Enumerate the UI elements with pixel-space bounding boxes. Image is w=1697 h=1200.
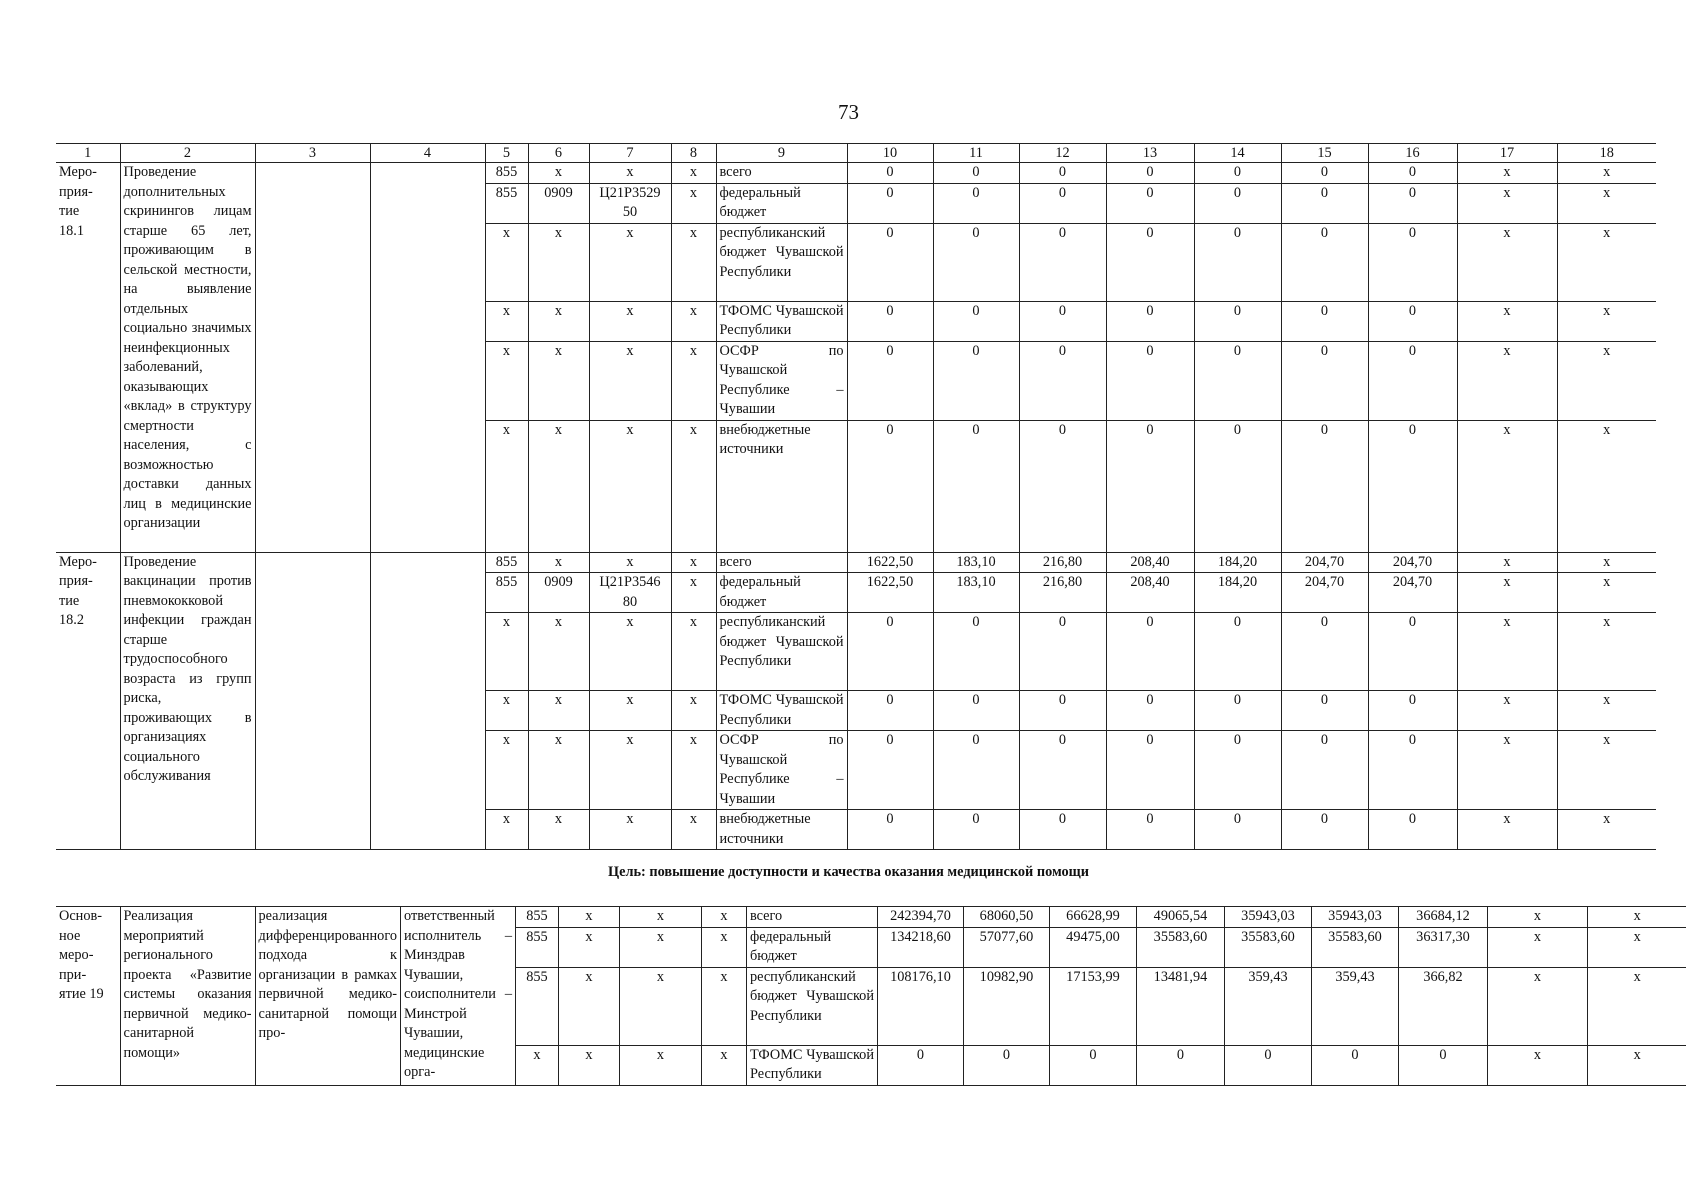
funding-source: всего: [746, 907, 877, 928]
funding-value: 0: [933, 731, 1019, 810]
funding-value: 0: [1106, 691, 1194, 731]
funding-value: 0: [1194, 341, 1281, 420]
value-col-18: x: [1557, 691, 1656, 731]
measure-number: Меро- прия- тие 18.1: [56, 163, 120, 553]
funding-value: 0: [1019, 691, 1106, 731]
funding-value: 0: [1281, 163, 1368, 184]
expense-type-code: x: [671, 163, 716, 184]
budget-table: [56, 143, 1656, 850]
column-header: 5: [485, 144, 528, 163]
funding-value: 0: [1281, 810, 1368, 850]
funding-value: 0: [1019, 420, 1106, 552]
value-col-18: x: [1557, 223, 1656, 301]
funding-value: 0: [847, 731, 933, 810]
value-col-18: x: [1557, 163, 1656, 184]
column-header: 14: [1194, 144, 1281, 163]
funding-value: 0: [933, 163, 1019, 184]
funding-value: 0: [933, 691, 1019, 731]
funding-value: 0: [1281, 731, 1368, 810]
funding-value: 0: [1281, 420, 1368, 552]
funding-value: 216,80: [1019, 573, 1106, 613]
target-article-code: x: [619, 907, 701, 928]
funding-value: 208,40: [1106, 573, 1194, 613]
target-article-code: x: [619, 927, 701, 967]
funding-value: 0: [933, 613, 1019, 691]
section-code: x: [528, 301, 589, 341]
funding-value: 0: [1194, 691, 1281, 731]
target-article-code: x: [589, 613, 671, 691]
column-header: 3: [255, 144, 370, 163]
funding-source: всего: [716, 163, 847, 184]
grbs-code: 855: [485, 163, 528, 184]
funding-value: 216,80: [1019, 552, 1106, 573]
funding-value: 35943,03: [1311, 907, 1398, 928]
funding-source: федеральный бюджет: [716, 573, 847, 613]
value-col-17: x: [1457, 420, 1557, 552]
measure-goal: [255, 163, 370, 553]
funding-value: 0: [1106, 341, 1194, 420]
funding-value: 108176,10: [877, 967, 963, 1045]
funding-value: 36684,12: [1398, 907, 1487, 928]
funding-value: 0: [1194, 301, 1281, 341]
funding-value: 0: [1281, 301, 1368, 341]
measure-name: Проведение дополнительных скринингов лицам старше 65 лет, проживающим в сельской местности, на выявление отдельных социально значимых неинфекционных заболеваний, оказывающих «вклад» в структуру смертности населения, с возможностью доставки данных лиц в медицинские организации: [120, 163, 255, 553]
target-article-code: x: [589, 810, 671, 850]
grbs-code: 855: [515, 967, 558, 1045]
funding-value: 0: [1106, 731, 1194, 810]
funding-source: ОСФР по Чувашской Республике – Чувашии: [716, 341, 847, 420]
funding-value: 0: [1136, 1045, 1224, 1085]
section-code: 0909: [528, 183, 589, 223]
funding-value: 0: [1398, 1045, 1487, 1085]
measure-number: Меро- прия- тие 18.2: [56, 552, 120, 850]
header-row: [56, 144, 1656, 163]
target-article-code: x: [589, 341, 671, 420]
target-article-code: Ц21Р3529 50: [589, 183, 671, 223]
section-code: x: [558, 967, 619, 1045]
funding-value: 0: [1368, 341, 1457, 420]
funding-value: 49475,00: [1049, 927, 1136, 967]
funding-value: 0: [963, 1045, 1049, 1085]
funding-value: 204,70: [1281, 573, 1368, 613]
column-header: 2: [120, 144, 255, 163]
funding-value: 134218,60: [877, 927, 963, 967]
funding-value: 0: [1194, 810, 1281, 850]
funding-value: 0: [1194, 223, 1281, 301]
value-col-17: x: [1457, 341, 1557, 420]
funding-value: 0: [1019, 163, 1106, 184]
budget-table-continued: [56, 906, 1686, 1086]
column-header: 11: [933, 144, 1019, 163]
target-article-code: x: [589, 731, 671, 810]
responsible-executor: [370, 552, 485, 850]
section-code: x: [558, 1045, 619, 1085]
funding-value: 0: [1194, 163, 1281, 184]
funding-value: 0: [847, 223, 933, 301]
grbs-code: x: [485, 420, 528, 552]
expense-type-code: x: [701, 927, 746, 967]
value-col-18: x: [1557, 183, 1656, 223]
expense-type-code: x: [671, 183, 716, 223]
expense-type-code: x: [671, 301, 716, 341]
funding-value: 0: [1106, 420, 1194, 552]
funding-value: 66628,99: [1049, 907, 1136, 928]
grbs-code: x: [515, 1045, 558, 1085]
value-col-18: x: [1557, 810, 1656, 850]
funding-value: 0: [1106, 163, 1194, 184]
section-code: x: [528, 613, 589, 691]
section-code: x: [528, 223, 589, 301]
funding-value: 35943,03: [1224, 907, 1311, 928]
target-article-code: Ц21Р3546 80: [589, 573, 671, 613]
value-col-17: x: [1457, 691, 1557, 731]
value-col-17: x: [1457, 552, 1557, 573]
value-col-18: x: [1557, 301, 1656, 341]
funding-value: 0: [1281, 341, 1368, 420]
funding-value: 366,82: [1398, 967, 1487, 1045]
measure-goal: [255, 552, 370, 850]
target-article-code: x: [619, 1045, 701, 1085]
funding-value: 35583,60: [1224, 927, 1311, 967]
responsible-executor: [370, 163, 485, 553]
goal-heading: Цель: повышение доступности и качества оказания медицинской помощи: [608, 864, 1089, 880]
column-header: 1: [56, 144, 120, 163]
grbs-code: x: [485, 613, 528, 691]
funding-value: 0: [1281, 183, 1368, 223]
table-row: [56, 163, 1656, 184]
expense-type-code: x: [671, 552, 716, 573]
column-header: 17: [1457, 144, 1557, 163]
funding-value: 359,43: [1311, 967, 1398, 1045]
funding-source: всего: [716, 552, 847, 573]
section-code: x: [528, 810, 589, 850]
funding-value: 184,20: [1194, 552, 1281, 573]
funding-value: 0: [1019, 613, 1106, 691]
section-code: x: [528, 552, 589, 573]
funding-value: 0: [933, 341, 1019, 420]
target-article-code: x: [589, 301, 671, 341]
funding-source: республиканский бюджет Чувашской Республики: [746, 967, 877, 1045]
column-header: 10: [847, 144, 933, 163]
value-col-18: x: [1557, 552, 1656, 573]
table-body: [56, 907, 1686, 1086]
funding-value: 0: [1106, 301, 1194, 341]
funding-value: 49065,54: [1136, 907, 1224, 928]
funding-value: 0: [933, 810, 1019, 850]
expense-type-code: x: [671, 691, 716, 731]
funding-value: 0: [847, 420, 933, 552]
funding-value: 0: [1368, 301, 1457, 341]
funding-source: внебюджетные источники: [716, 810, 847, 850]
funding-value: 0: [1281, 691, 1368, 731]
target-article-code: x: [589, 420, 671, 552]
funding-source: республиканский бюджет Чувашской Республики: [716, 613, 847, 691]
grbs-code: x: [485, 731, 528, 810]
table-row: [56, 907, 1686, 928]
expense-type-code: x: [701, 1045, 746, 1085]
expense-type-code: x: [671, 731, 716, 810]
expense-type-code: x: [671, 420, 716, 552]
target-article-code: x: [589, 552, 671, 573]
funding-value: 0: [1281, 613, 1368, 691]
funding-value: 35583,60: [1311, 927, 1398, 967]
target-article-code: x: [589, 163, 671, 184]
value-col-17: x: [1487, 1045, 1587, 1085]
grbs-code: x: [485, 301, 528, 341]
value-col-17: x: [1457, 731, 1557, 810]
funding-value: 0: [1224, 1045, 1311, 1085]
section-code: x: [558, 927, 619, 967]
expense-type-code: x: [701, 907, 746, 928]
section-code: 0909: [528, 573, 589, 613]
column-header: 15: [1281, 144, 1368, 163]
value-col-18: x: [1557, 731, 1656, 810]
funding-value: 0: [1368, 731, 1457, 810]
funding-value: 242394,70: [877, 907, 963, 928]
funding-value: 13481,94: [1136, 967, 1224, 1045]
funding-value: 0: [847, 691, 933, 731]
funding-value: 183,10: [933, 552, 1019, 573]
funding-value: 204,70: [1368, 573, 1457, 613]
value-col-18: x: [1587, 967, 1686, 1045]
funding-value: 0: [1019, 810, 1106, 850]
value-col-18: x: [1557, 420, 1656, 552]
column-header: 9: [716, 144, 847, 163]
value-col-17: x: [1487, 907, 1587, 928]
funding-value: 0: [1019, 223, 1106, 301]
column-header: 8: [671, 144, 716, 163]
value-col-18: x: [1587, 927, 1686, 967]
table-header: [56, 144, 1656, 163]
funding-source: ОСФР по Чувашской Республике – Чувашии: [716, 731, 847, 810]
grbs-code: 855: [485, 552, 528, 573]
funding-source: внебюджетные источники: [716, 420, 847, 552]
value-col-17: x: [1457, 223, 1557, 301]
funding-value: 1622,50: [847, 552, 933, 573]
funding-value: 0: [1368, 613, 1457, 691]
target-article-code: x: [589, 223, 671, 301]
section-code: x: [558, 907, 619, 928]
funding-value: 1622,50: [847, 573, 933, 613]
section-code: x: [528, 341, 589, 420]
value-col-18: x: [1557, 341, 1656, 420]
expense-type-code: x: [671, 810, 716, 850]
value-col-17: x: [1457, 301, 1557, 341]
funding-value: 0: [847, 301, 933, 341]
funding-value: 208,40: [1106, 552, 1194, 573]
grbs-code: x: [485, 691, 528, 731]
value-col-17: x: [1487, 927, 1587, 967]
value-col-18: x: [1587, 907, 1686, 928]
funding-value: 0: [933, 301, 1019, 341]
page-number: 73: [838, 100, 859, 124]
funding-value: 0: [1194, 183, 1281, 223]
value-col-17: x: [1457, 810, 1557, 850]
value-col-18: x: [1557, 613, 1656, 691]
funding-source: республиканский бюджет Чувашской Республики: [716, 223, 847, 301]
funding-value: 0: [877, 1045, 963, 1085]
value-col-17: x: [1457, 163, 1557, 184]
measure-name: Реализация мероприятий регионального проекта «Развитие системы оказания первичной медико-санитарной помощи»: [120, 907, 255, 1086]
funding-value: 204,70: [1281, 552, 1368, 573]
funding-value: 184,20: [1194, 573, 1281, 613]
value-col-17: x: [1457, 183, 1557, 223]
funding-value: 0: [933, 183, 1019, 223]
funding-value: 204,70: [1368, 552, 1457, 573]
funding-value: 0: [1368, 810, 1457, 850]
funding-value: 68060,50: [963, 907, 1049, 928]
funding-value: 0: [1106, 183, 1194, 223]
funding-value: 0: [1368, 420, 1457, 552]
column-header: 7: [589, 144, 671, 163]
funding-value: 0: [847, 810, 933, 850]
funding-value: 35583,60: [1136, 927, 1224, 967]
value-col-17: x: [1457, 573, 1557, 613]
responsible-executor: ответственный исполнитель – Минздрав Чувашии, соисполнители – Минстрой Чувашии, медицинские орга-: [400, 907, 515, 1086]
funding-value: 0: [1368, 163, 1457, 184]
funding-value: 17153,99: [1049, 967, 1136, 1045]
target-article-code: x: [619, 967, 701, 1045]
table-row: [56, 552, 1656, 573]
grbs-code: x: [485, 341, 528, 420]
grbs-code: x: [485, 810, 528, 850]
grbs-code: 855: [485, 573, 528, 613]
measure-goal: реализация дифференцированного подхода к организации в рамках первичной медико-санитарной помощи про-: [255, 907, 400, 1086]
grbs-code: 855: [485, 183, 528, 223]
funding-value: 0: [847, 183, 933, 223]
funding-value: 36317,30: [1398, 927, 1487, 967]
funding-value: 0: [1194, 420, 1281, 552]
funding-value: 0: [1368, 691, 1457, 731]
value-col-18: x: [1587, 1045, 1686, 1085]
expense-type-code: x: [701, 967, 746, 1045]
funding-value: 0: [1194, 731, 1281, 810]
column-header: 13: [1106, 144, 1194, 163]
value-col-17: x: [1457, 613, 1557, 691]
funding-value: 0: [1019, 341, 1106, 420]
funding-value: 0: [1368, 183, 1457, 223]
measure-number: Основ- ное меро- при- ятие 19: [56, 907, 120, 1086]
funding-value: 0: [1019, 183, 1106, 223]
column-header: 6: [528, 144, 589, 163]
grbs-code: x: [485, 223, 528, 301]
funding-value: 0: [847, 341, 933, 420]
funding-value: 0: [1106, 613, 1194, 691]
funding-value: 0: [847, 163, 933, 184]
funding-value: 0: [1106, 810, 1194, 850]
table-body: [56, 163, 1656, 850]
section-code: x: [528, 163, 589, 184]
funding-source: ТФОМС Чувашской Республики: [716, 691, 847, 731]
expense-type-code: x: [671, 341, 716, 420]
section-code: x: [528, 691, 589, 731]
grbs-code: 855: [515, 907, 558, 928]
funding-value: 0: [847, 613, 933, 691]
funding-value: 0: [1281, 223, 1368, 301]
funding-value: 0: [1194, 613, 1281, 691]
expense-type-code: x: [671, 613, 716, 691]
grbs-code: 855: [515, 927, 558, 967]
funding-source: ТФОМС Чувашской Республики: [746, 1045, 877, 1085]
funding-value: 10982,90: [963, 967, 1049, 1045]
column-header: 16: [1368, 144, 1457, 163]
funding-value: 0: [1019, 731, 1106, 810]
funding-value: 0: [1049, 1045, 1136, 1085]
funding-value: 0: [1311, 1045, 1398, 1085]
funding-value: 0: [1106, 223, 1194, 301]
funding-value: 0: [1368, 223, 1457, 301]
section-code: x: [528, 731, 589, 810]
funding-value: 0: [933, 420, 1019, 552]
funding-value: 359,43: [1224, 967, 1311, 1045]
target-article-code: x: [589, 691, 671, 731]
funding-source: федеральный бюджет: [746, 927, 877, 967]
funding-value: 57077,60: [963, 927, 1049, 967]
funding-value: 0: [933, 223, 1019, 301]
funding-value: 0: [1019, 301, 1106, 341]
expense-type-code: x: [671, 223, 716, 301]
column-header: 18: [1557, 144, 1656, 163]
column-header: 12: [1019, 144, 1106, 163]
funding-source: ТФОМС Чувашской Республики: [716, 301, 847, 341]
section-code: x: [528, 420, 589, 552]
value-col-17: x: [1487, 967, 1587, 1045]
value-col-18: x: [1557, 573, 1656, 613]
funding-value: 183,10: [933, 573, 1019, 613]
expense-type-code: x: [671, 573, 716, 613]
measure-name: Проведение вакцинации против пневмококковой инфекции граждан старше трудоспособного возраста из групп риска, проживающих в организациях социального обслуживания: [120, 552, 255, 850]
funding-source: федеральный бюджет: [716, 183, 847, 223]
column-header: 4: [370, 144, 485, 163]
